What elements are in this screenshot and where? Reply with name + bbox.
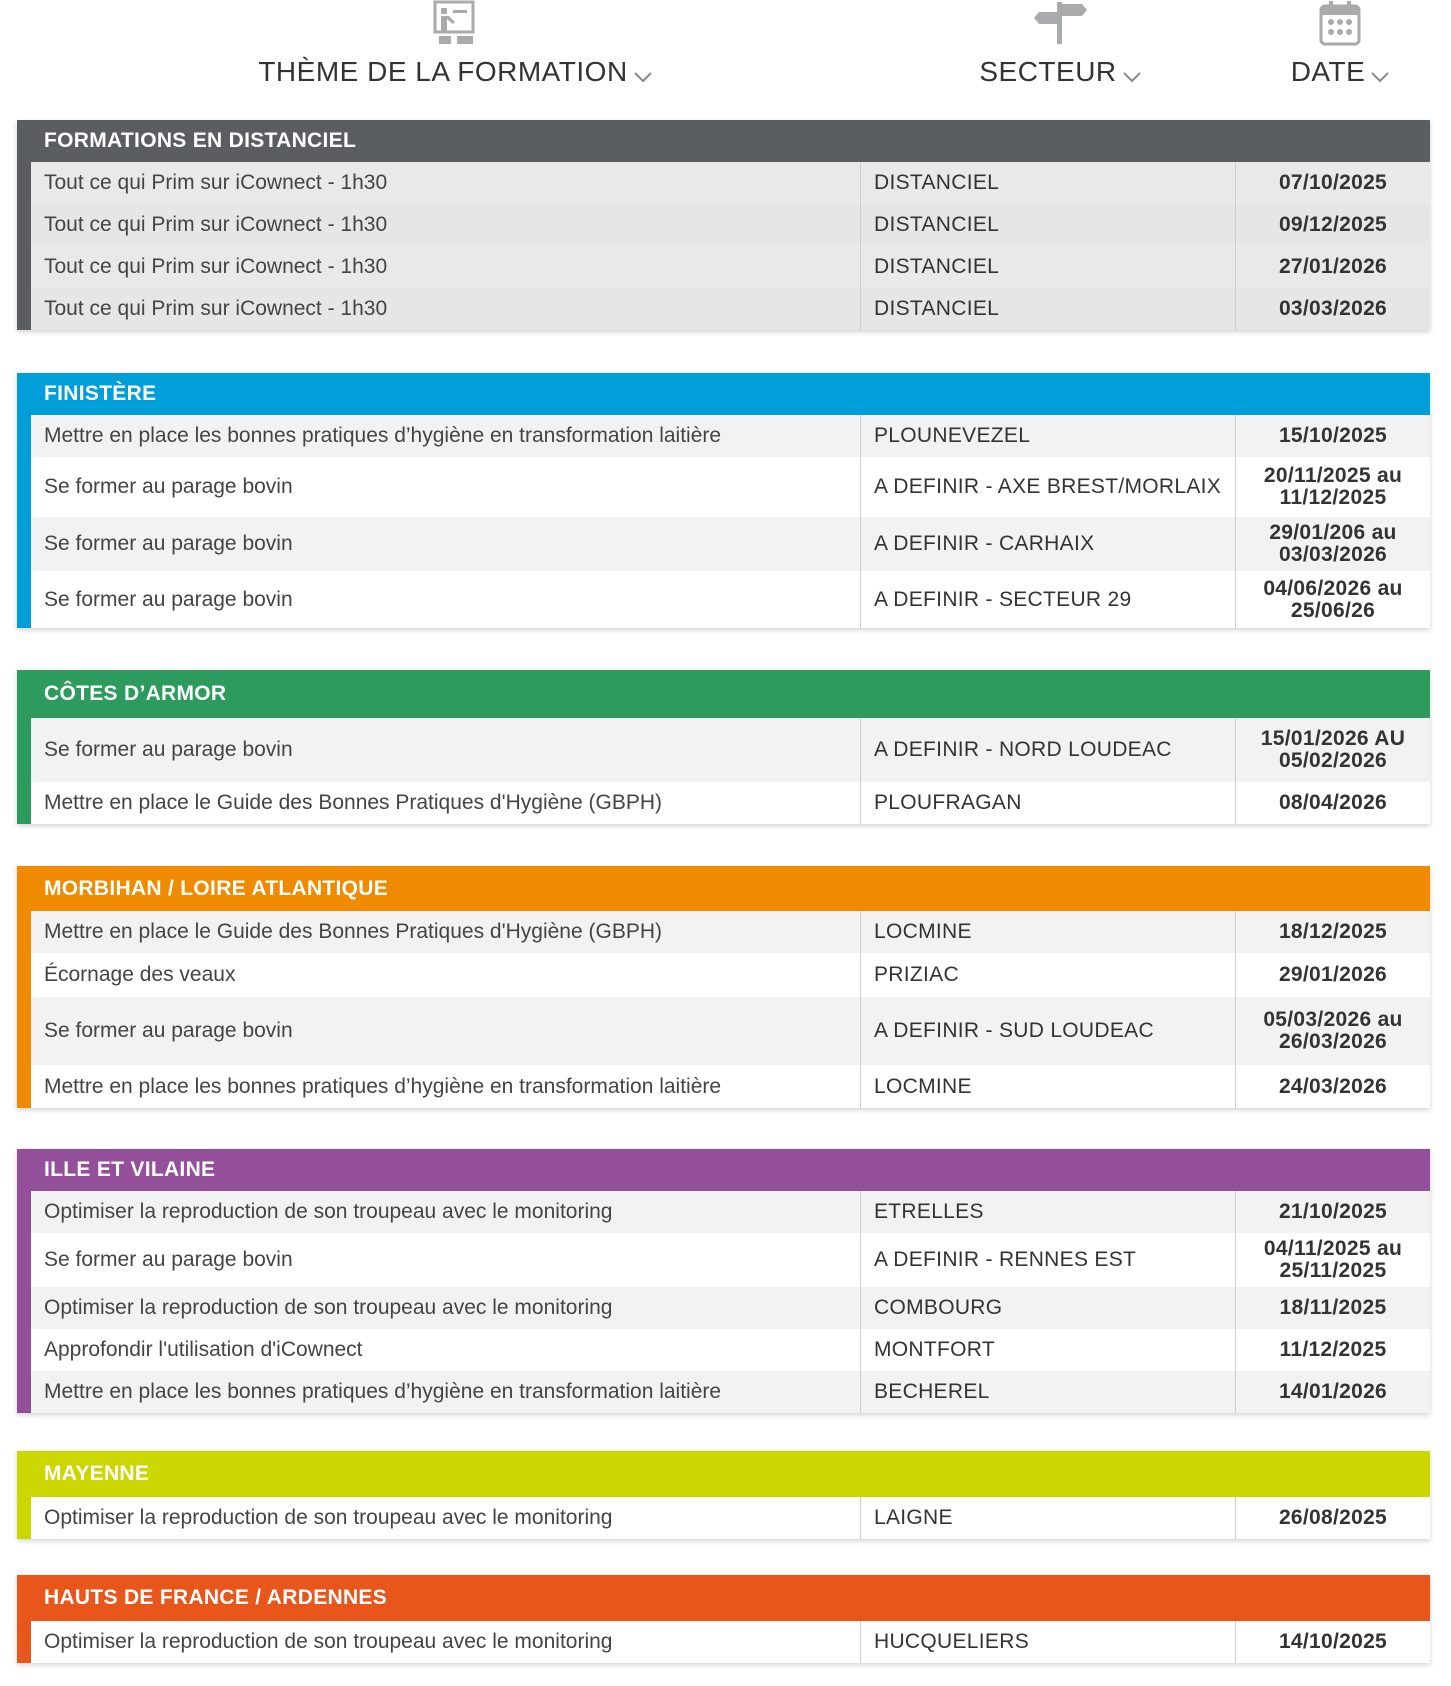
date-sort-label[interactable]: DATE — [1290, 56, 1366, 87]
training-sector: PRIZIAC — [861, 953, 1236, 997]
training-sector: LOCMINE — [861, 911, 1236, 953]
section-rows — [17, 162, 1430, 330]
training-theme: Approfondir l'utilisation d'iCownect — [31, 1329, 861, 1371]
section-rows — [17, 1191, 1430, 1413]
training-date — [1236, 1233, 1430, 1287]
training-date — [1236, 162, 1430, 204]
training-theme: Mettre en place les bonnes pratiques d’hygiène en transformation laitière — [31, 415, 861, 457]
training-theme: Se former au parage bovin — [31, 571, 861, 628]
table-row[interactable] — [31, 288, 1430, 330]
training-theme: Mettre en place les bonnes pratiques d’hygiène en transformation laitière — [31, 1065, 861, 1108]
table-row[interactable] — [31, 1065, 1430, 1108]
training-date-text: 24/03/2026 — [1278, 1074, 1388, 1098]
training-date — [1236, 718, 1430, 782]
training-date-text: 14/01/2026 — [1278, 1380, 1388, 1403]
training-theme: Optimiser la reproduction de son troupeau avec le monitoring — [31, 1191, 861, 1233]
section-morbihan — [17, 866, 1430, 1108]
training-date — [1236, 953, 1430, 997]
training-date — [1236, 1287, 1430, 1329]
training-date — [1236, 457, 1430, 517]
training-date-start: 15/01/2026 AU — [1260, 727, 1406, 750]
training-sector: PLOUFRAGAN — [861, 782, 1236, 824]
training-theme: Se former au parage bovin — [31, 517, 861, 571]
training-date — [1236, 246, 1430, 288]
section-title: CÔTES D’ARMOR — [17, 670, 1430, 718]
section-rows — [17, 415, 1430, 628]
training-date — [1236, 204, 1430, 246]
table-header — [0, 0, 1451, 110]
training-date-end: 26/03/2026 — [1278, 1030, 1388, 1053]
training-sector: MONTFORT — [861, 1329, 1236, 1371]
table-row[interactable] — [31, 911, 1430, 953]
sector-sort-label[interactable]: SECTEUR — [979, 56, 1117, 87]
training-sector: A DEFINIR - AXE BREST/MORLAIX — [861, 457, 1236, 517]
training-theme: Optimiser la reproduction de son troupeau avec le monitoring — [31, 1287, 861, 1329]
training-date-text: 11/12/2025 — [1279, 1338, 1387, 1361]
table-row[interactable] — [31, 953, 1430, 997]
training-theme: Optimiser la reproduction de son troupeau avec le monitoring — [31, 1621, 861, 1663]
training-date — [1236, 1371, 1430, 1413]
section-title: ILLE ET VILAINE — [17, 1149, 1430, 1191]
training-sector: A DEFINIR - SUD LOUDEAC — [861, 997, 1236, 1065]
training-theme: Tout ce qui Prim sur iCownect - 1h30 — [31, 288, 861, 330]
training-sector: DISTANCIEL — [861, 246, 1236, 288]
training-date-text: 29/01/2026 — [1278, 963, 1388, 986]
chevron-down-icon[interactable] — [634, 71, 652, 83]
training-date-text: 09/12/2025 — [1278, 213, 1388, 236]
section-title: MAYENNE — [17, 1451, 1430, 1497]
section-rows — [17, 1621, 1430, 1663]
table-row[interactable] — [31, 1497, 1430, 1539]
training-sector: A DEFINIR - CARHAIX — [861, 517, 1236, 571]
table-row[interactable] — [31, 571, 1430, 628]
training-theme: Se former au parage bovin — [31, 457, 861, 517]
section-rows — [17, 911, 1430, 1108]
date-column-header[interactable] — [1270, 0, 1410, 88]
training-theme: Se former au parage bovin — [31, 718, 861, 782]
section-distanciel — [17, 120, 1430, 330]
training-date-text: 15/10/2025 — [1278, 424, 1388, 447]
section-rows — [17, 1497, 1430, 1539]
training-date — [1236, 1065, 1430, 1108]
training-date-text: 07/10/2025 — [1278, 171, 1388, 194]
training-date — [1236, 415, 1430, 457]
training-date — [1236, 517, 1430, 571]
chevron-down-icon[interactable] — [1371, 71, 1389, 83]
training-date-end: 03/03/2026 — [1278, 543, 1388, 566]
table-row[interactable] — [31, 1287, 1430, 1329]
calendar-icon — [1319, 0, 1361, 46]
theme-sort-label[interactable]: THÈME DE LA FORMATION — [258, 56, 628, 87]
section-title: FINISTÈRE — [17, 373, 1430, 415]
training-theme: Mettre en place le Guide des Bonnes Pratiques d'Hygiène (GBPH) — [31, 911, 861, 953]
table-row[interactable] — [31, 204, 1430, 246]
training-date — [1236, 1329, 1430, 1371]
training-sector: HUCQUELIERS — [861, 1621, 1236, 1663]
training-sector: BECHEREL — [861, 1371, 1236, 1413]
sector-column-header[interactable] — [960, 0, 1160, 88]
training-date-text: 27/01/2026 — [1278, 255, 1388, 278]
training-sector: DISTANCIEL — [861, 288, 1236, 330]
training-theme: Optimiser la reproduction de son troupeau avec le monitoring — [31, 1497, 861, 1539]
training-date — [1236, 911, 1430, 953]
section-ille-et-vilaine — [17, 1149, 1430, 1413]
section-title: HAUTS DE FRANCE / ARDENNES — [17, 1575, 1430, 1621]
training-sector: DISTANCIEL — [861, 162, 1236, 204]
training-date-text: 18/11/2025 — [1279, 1296, 1387, 1319]
section-rows — [17, 718, 1430, 824]
training-theme: Tout ce qui Prim sur iCownect - 1h30 — [31, 162, 861, 204]
training-date-end: 25/11/2025 — [1279, 1259, 1387, 1282]
training-date — [1236, 1497, 1430, 1539]
training-sector: A DEFINIR - SECTEUR 29 — [861, 571, 1236, 628]
table-row[interactable] — [31, 457, 1430, 517]
training-theme: Tout ce qui Prim sur iCownect - 1h30 — [31, 204, 861, 246]
training-date-end: 25/06/26 — [1290, 598, 1376, 622]
training-date-text: 14/10/2025 — [1278, 1630, 1388, 1653]
training-sector: A DEFINIR - RENNES EST — [861, 1233, 1236, 1287]
training-date-start: 29/01/206 au — [1269, 521, 1397, 544]
theme-column-header[interactable] — [255, 0, 655, 88]
training-date — [1236, 782, 1430, 824]
table-row[interactable] — [31, 517, 1430, 571]
table-row[interactable] — [31, 246, 1430, 288]
training-sector: LAIGNE — [861, 1497, 1236, 1539]
signpost-icon — [1033, 0, 1087, 46]
table-row[interactable] — [31, 1329, 1430, 1371]
chevron-down-icon[interactable] — [1123, 71, 1141, 83]
training-theme: Tout ce qui Prim sur iCownect - 1h30 — [31, 246, 861, 288]
section-mayenne — [17, 1451, 1430, 1539]
table-row[interactable] — [31, 1233, 1430, 1287]
section-cotes-armor — [17, 670, 1430, 824]
table-row[interactable] — [31, 415, 1430, 457]
training-date-text: 18/12/2025 — [1278, 920, 1388, 943]
training-date — [1236, 1191, 1430, 1233]
table-row[interactable] — [31, 997, 1430, 1065]
training-date-text: 03/03/2026 — [1278, 297, 1388, 320]
training-date-start: 05/03/2026 au — [1263, 1008, 1403, 1031]
section-title: FORMATIONS EN DISTANCIEL — [17, 120, 1430, 162]
training-date — [1236, 997, 1430, 1065]
training-date — [1236, 288, 1430, 330]
table-row[interactable] — [31, 782, 1430, 824]
training-theme: Mettre en place les bonnes pratiques d’hygiène en transformation laitière — [31, 1371, 861, 1413]
training-date-text: 21/10/2025 — [1278, 1200, 1388, 1223]
training-date-start: 04/06/2026 au — [1263, 576, 1403, 600]
training-icon — [433, 0, 477, 46]
training-date-end: 05/02/2026 — [1278, 749, 1388, 772]
training-sector: PLOUNEVEZEL — [861, 415, 1236, 457]
table-row[interactable] — [31, 1371, 1430, 1413]
training-theme: Écornage des veaux — [31, 953, 861, 997]
table-row[interactable] — [31, 162, 1430, 204]
training-date-text: 26/08/2025 — [1278, 1506, 1388, 1529]
training-sector: A DEFINIR - NORD LOUDEAC — [861, 718, 1236, 782]
table-row[interactable] — [31, 718, 1430, 782]
training-sector: DISTANCIEL — [861, 204, 1236, 246]
table-row[interactable] — [31, 1191, 1430, 1233]
training-date — [1236, 571, 1430, 628]
training-theme: Se former au parage bovin — [31, 1233, 861, 1287]
training-date — [1236, 1621, 1430, 1663]
section-hauts-de-france — [17, 1575, 1430, 1663]
training-sector: LOCMINE — [861, 1065, 1236, 1108]
table-row[interactable] — [31, 1621, 1430, 1663]
section-title: MORBIHAN / LOIRE ATLANTIQUE — [17, 866, 1430, 911]
training-date-start: 04/11/2025 au — [1263, 1237, 1403, 1260]
training-sector: COMBOURG — [861, 1287, 1236, 1329]
training-date-end: 11/12/2025 — [1279, 486, 1387, 509]
section-finistere — [17, 373, 1430, 628]
training-theme: Se former au parage bovin — [31, 997, 861, 1065]
training-date-start: 20/11/2025 au — [1263, 464, 1403, 487]
training-sector: ETRELLES — [861, 1191, 1236, 1233]
training-date-text: 08/04/2026 — [1278, 791, 1388, 814]
training-theme: Mettre en place le Guide des Bonnes Pratiques d'Hygiène (GBPH) — [31, 782, 861, 824]
